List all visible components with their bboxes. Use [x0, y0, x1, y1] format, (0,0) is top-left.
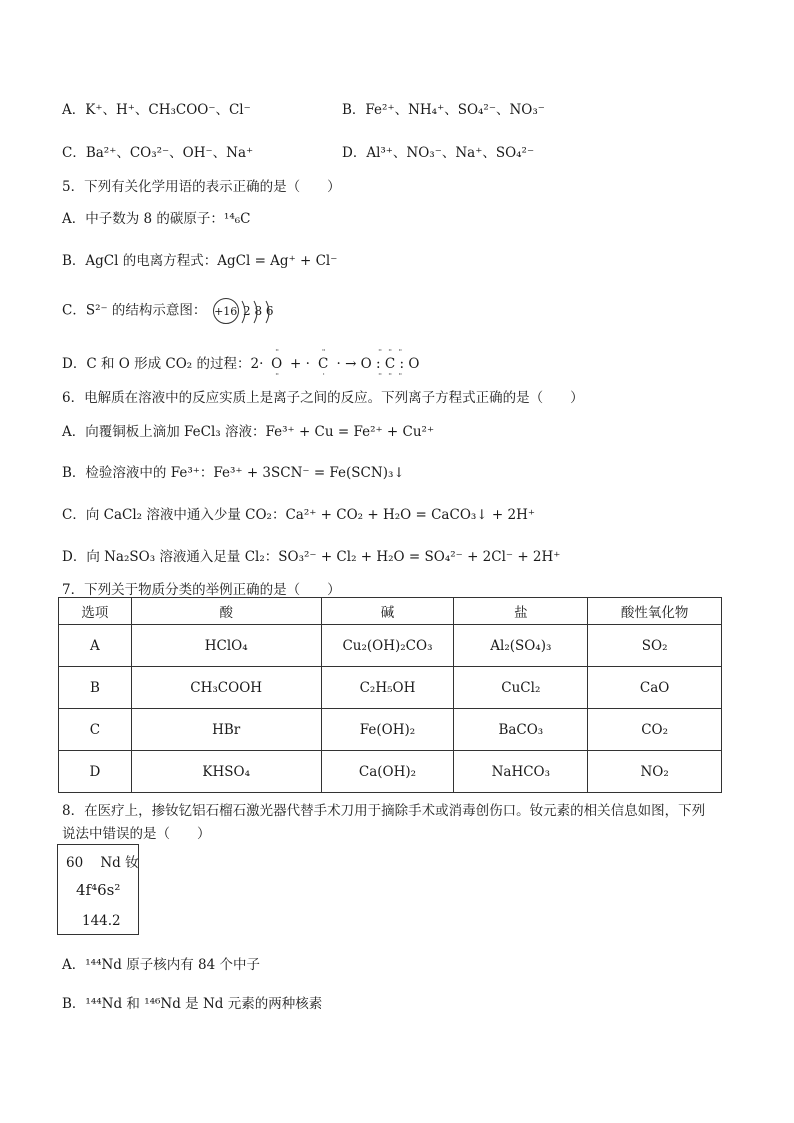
table-cell: NaHCO₃	[454, 751, 588, 793]
table-cell: C₂H₅OH	[321, 667, 454, 709]
element-number-symbol	[66, 851, 139, 871]
table-cell: A	[59, 625, 132, 667]
electron-configuration: 4f⁴6s²	[76, 881, 121, 899]
reaction-arrow: →	[345, 356, 357, 372]
table-cell: C	[59, 709, 132, 751]
header-acid: 酸	[131, 598, 321, 625]
q4-option-d: D．Al³⁺、NO₃⁻、Na⁺、SO₄²⁻	[342, 145, 535, 161]
table-cell: CuCl₂	[454, 667, 588, 709]
q6-stem: 6．电解质在溶液中的反应实质上是离子之间的反应。下列离子方程式正确的是（ ）	[62, 390, 584, 406]
q8-option-b: B．¹⁴⁴Nd 和 ¹⁴⁶Nd 是 Nd 元素的两种核素	[62, 996, 323, 1012]
table-cell: CaO	[588, 667, 722, 709]
table-row	[59, 667, 722, 709]
q5-option-c	[62, 298, 274, 324]
oxygen-atom: ·· O ··	[271, 346, 283, 379]
s2-nucleus: +16	[213, 298, 239, 324]
table-cell: Cu₂(OH)₂CO₃	[321, 625, 454, 667]
q5-option-c-label: C．S²⁻ 的结构示意图：	[62, 302, 207, 319]
q8-stem-line2: 说法中错误的是（ ）	[62, 826, 211, 842]
carbon-atom: ·· C ·	[318, 346, 329, 379]
table-cell: CH₃COOH	[131, 667, 321, 709]
q5-option-a: A．中子数为 8 的碳原子：¹⁴₆C	[62, 211, 251, 227]
q4-option-c: C．Ba²⁺、CO₃²⁻、OH⁻、Na⁺	[62, 145, 254, 161]
q4-option-b: B．Fe²⁺、NH₄⁺、SO₄²⁻、NO₃⁻	[342, 102, 545, 118]
table-cell: HBr	[131, 709, 321, 751]
classification-table	[58, 597, 722, 793]
s2-electron-shells	[243, 304, 274, 318]
element-symbol-name: Nd 钕	[100, 855, 139, 871]
table-row	[59, 625, 722, 667]
co2-product: ·· ·· ·· O : C : O ·· ·· ··	[360, 346, 420, 379]
table-cell: B	[59, 667, 132, 709]
table-cell: CO₂	[588, 709, 722, 751]
q6-option-a: A．向覆铜板上滴加 FeCl₃ 溶液：Fe³⁺ + Cu = Fe²⁺ + Cu²⁺	[62, 424, 435, 440]
q5-option-d: D．C 和 O 形成 CO₂ 的过程：2· ·· O ·· + · ·· C · · → ·· ·· ·· O : C : O ·· ·· ··	[62, 346, 420, 379]
header-option: 选项	[59, 598, 132, 625]
q5-option-b: B．AgCl 的电离方程式：AgCl = Ag⁺ + Cl⁻	[62, 253, 338, 269]
table-cell: BaCO₃	[454, 709, 588, 751]
header-salt: 盐	[454, 598, 588, 625]
q8-stem-line1: 8．在医疗上，掺钕钇铝石榴石激光器代替手术刀用于摘除手术或消毒创伤口。钕元素的相关信息如图，下列	[62, 803, 706, 819]
plus-sign: +	[289, 356, 302, 372]
header-acidic-oxide: 酸性氧化物	[588, 598, 722, 625]
q4-option-a: A．K⁺、H⁺、CH₃COO⁻、Cl⁻	[62, 102, 251, 118]
q7-stem: 7．下列关于物质分类的举例正确的是（ ）	[62, 582, 341, 598]
q6-option-c: C．向 CaCl₂ 溶液中通入少量 CO₂：Ca²⁺ + CO₂ + H₂O = CaCO₃↓ + 2H⁺	[62, 507, 535, 523]
q5-option-d-label: D．C 和 O 形成 CO₂ 的过程：2·	[62, 356, 264, 372]
table-cell: Ca(OH)₂	[321, 751, 454, 793]
table-cell: NO₂	[588, 751, 722, 793]
table-cell: Al₂(SO₄)₃	[454, 625, 588, 667]
header-base: 碱	[321, 598, 454, 625]
table-cell: HClO₄	[131, 625, 321, 667]
table-row	[59, 709, 722, 751]
table-cell: KHSO₄	[131, 751, 321, 793]
q8-option-a: A．¹⁴⁴Nd 原子核内有 84 个中子	[62, 957, 260, 973]
table-cell: D	[59, 751, 132, 793]
q6-option-d: D．向 Na₂SO₃ 溶液通入足量 Cl₂：SO₃²⁻ + Cl₂ + H₂O = SO₄²⁻ + 2Cl⁻ + 2H⁺	[62, 549, 561, 565]
q5-stem: 5．下列有关化学用语的表示正确的是（ ）	[62, 179, 341, 195]
table-header-row	[59, 598, 722, 625]
table-row	[59, 751, 722, 793]
table-cell: SO₂	[588, 625, 722, 667]
atomic-number: 60	[66, 855, 84, 871]
shell-electron-counts: 2 8 6	[243, 304, 274, 318]
q6-option-b: B．检验溶液中的 Fe³⁺：Fe³⁺ + 3SCN⁻ = Fe(SCN)₃↓	[62, 465, 405, 481]
element-info-box	[57, 844, 139, 935]
table-cell: Fe(OH)₂	[321, 709, 454, 751]
shell-arcs-icon	[239, 299, 281, 325]
atomic-mass: 144.2	[82, 913, 121, 929]
